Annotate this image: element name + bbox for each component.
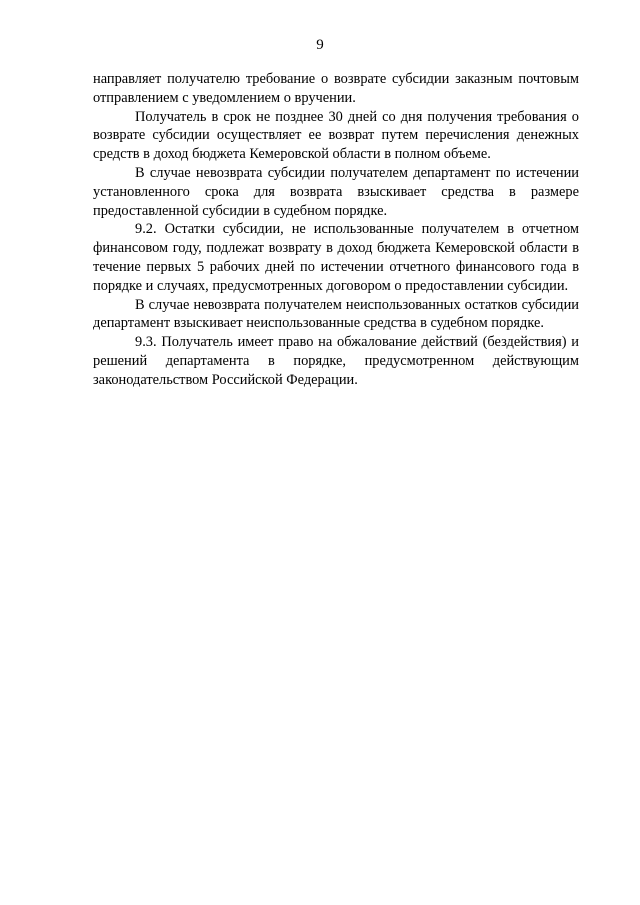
paragraph-9-2: 9.2. Остатки субсидии, не использованные получателем в отчетном финансовом году, подлежат возврату в доход бюджета Кемеровской области в течение первых 5 рабочих дней по истечении отчетного финансового года в порядке и случаях, предусмотренных договором о предоставлении субсидии. (93, 221, 579, 294)
paragraph-court-recovery: В случае невозврата субсидии получателем департамент по истечении установленного срока для возврата взыскивает средства в размере предоставленной субсидии в судебном порядке. (93, 164, 579, 219)
paragraph-refund-deadline: Получатель в срок не позднее 30 дней со дня получения требования о возврате субсидии осуществляет ее возврат путем перечисления денежных средств в доход бюджета Кемеровской области в полном объеме. (93, 108, 579, 163)
document-body (93, 70, 579, 390)
paragraph-continuation: направляет получателю требование о возврате субсидии заказным почтовым отправлением с уведомлением о вручении. (93, 71, 579, 106)
paragraph-unused-balance-recovery: В случае невозврата получателем неиспользованных остатков субсидии департамент взыскивает неиспользованные средства в судебном порядке. (93, 296, 579, 332)
paragraph-9-3: 9.3. Получатель имеет право на обжалование действий (бездействия) и решений департамента в порядке, предусмотренном действующим законодательством Российской Федерации. (93, 334, 579, 388)
page-number: 9 (316, 37, 324, 53)
